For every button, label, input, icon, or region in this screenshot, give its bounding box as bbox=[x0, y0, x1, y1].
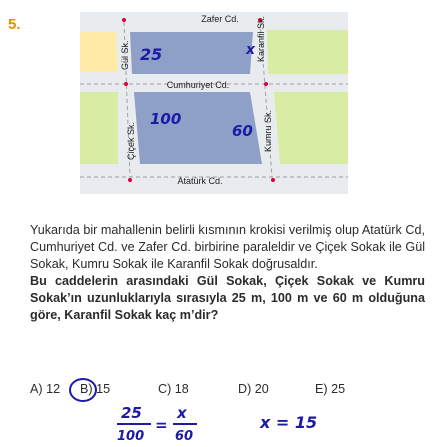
selected-answer-circle bbox=[69, 378, 97, 402]
street-label-karanfil: Karanfil Sk. bbox=[256, 15, 266, 62]
question-paragraph-2: Bu caddelerin arasındaki Gül Sokak, Çiçek Sokak ve Kumru Sokak’ın uzunluklarıyla sırasıyla 25 m, 100 m ve 60 m olduğuna göre, Karanfil Sokak kaç m’dir? bbox=[30, 274, 425, 322]
question-paragraph-1: Yukarıda bir mahallenin belirli kısmının krokisi verilmiş olup Atatürk Cd, Cumhuriyet Cd. ve Zafer Cd. birbirine paraleldir ve Çiçek Sokak ile Gül Sokak, Kumru Sokak ile Karanfil Sokak doğrusaldır. bbox=[30, 223, 425, 271]
street-label-gul: Gül Sk. bbox=[120, 40, 130, 70]
solution-equals: = bbox=[155, 416, 168, 434]
block-bottom-left bbox=[80, 92, 118, 164]
handwritten-x: x bbox=[246, 42, 256, 58]
solution-answer: x = 15 bbox=[260, 413, 318, 432]
question-text bbox=[30, 222, 425, 324]
handwritten-100: 100 bbox=[150, 110, 182, 128]
block-yellow bbox=[80, 32, 118, 72]
street-map bbox=[80, 12, 348, 194]
street-label-cumhuriyet: Cumhuriyet Cd. bbox=[166, 80, 230, 90]
street-label-kumru: Kumru Sk. bbox=[263, 109, 273, 152]
street-label-ataturk: Atatürk Cd. bbox=[177, 176, 223, 186]
solution-denominator-right: 60 bbox=[175, 429, 194, 444]
block-top-right bbox=[267, 30, 348, 74]
solution-denominator-left: 100 bbox=[117, 429, 145, 444]
option-b[interactable]: B) 15 bbox=[80, 382, 111, 396]
block-bottom-right bbox=[274, 92, 348, 164]
option-a[interactable]: A) 12 bbox=[30, 382, 61, 396]
option-c[interactable]: C) 18 bbox=[158, 382, 189, 396]
handwritten-60: 60 bbox=[232, 122, 253, 140]
solution-numerator-right: x bbox=[177, 404, 187, 422]
handwritten-solution bbox=[115, 402, 375, 444]
street-label-cicek: Çiçek Sk. bbox=[126, 121, 136, 160]
option-d[interactable]: D) 20 bbox=[238, 382, 269, 396]
street-label-zafer: Zafer Cd. bbox=[201, 14, 239, 24]
question-number: 5. bbox=[8, 16, 21, 33]
handwritten-25: 25 bbox=[140, 45, 163, 64]
option-e[interactable]: E) 25 bbox=[315, 382, 346, 396]
solution-numerator-left: 25 bbox=[121, 404, 142, 422]
